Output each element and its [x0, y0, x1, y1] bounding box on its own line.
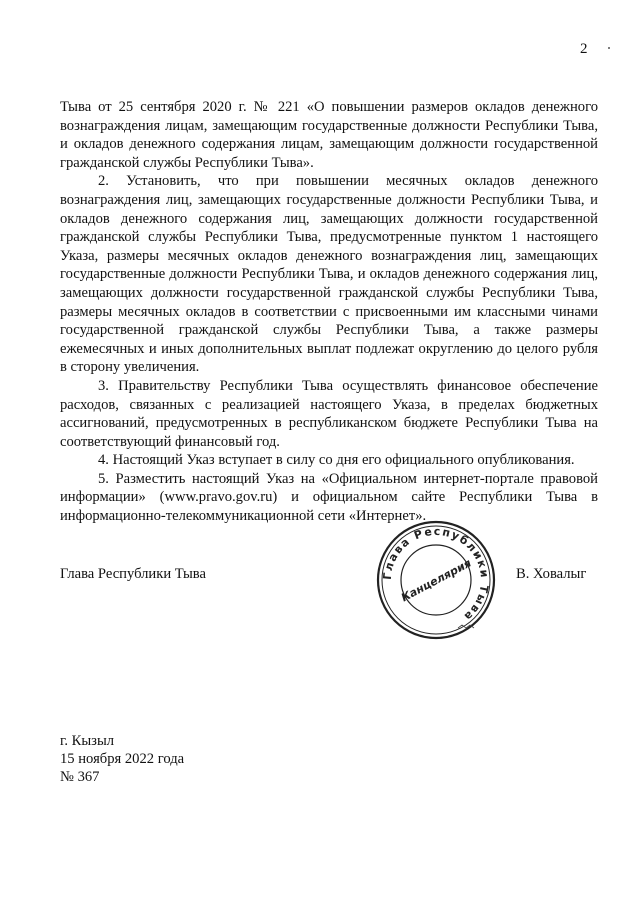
stamp-center-text: Канцелярия [399, 556, 474, 605]
signatory-name: В. Ховалыг [516, 566, 587, 582]
stamp-ring-text: Глава Республики Тыва [380, 524, 492, 625]
paragraph-3: 3. Правительству Республики Тыва осуществлять финансовое обеспечение расходов, связанных с реализацией настоящего Указа, в пределах бюджетных ассигнований, предусмотренных в республиканском бюджете Республики Тыва на соответствующий финансовый год. [60, 377, 598, 450]
footer-number: № 367 [60, 769, 100, 785]
paragraph-4: 4. Настоящий Указ вступает в силу со дня его официального опубликования. [98, 452, 575, 469]
document-footer [60, 732, 184, 786]
decree-body [60, 98, 598, 526]
footer-city: г. Кызыл [60, 733, 115, 749]
paragraph-2: 2. Установить, что при повышении месячных окладов денежного вознаграждения лиц, замещающих государственные должности Республики Тыва, и окладов денежного содержания лиц, замещающих должности государственной гражданской службы Республики Тыва, предусмотренные пунктом 1 настоящего Указа, размеры месячных окладов денежного вознаграждения лиц, замещающих государственные должности Республики Тыва, и окладов денежного содержания лиц, замещающих должности государственной гражданской службы Республики Тыва, размеры месячных окладов в соответствии с присвоенными им классными чинами государственной гражданской службы Республики Тыва, а также размеры ежемесячных и иных дополнительных выплат подлежат округлению до целого рубля в сторону увеличения. [60, 173, 598, 376]
scan-speck [608, 47, 610, 49]
paragraph-1-continuation: Тыва от 25 сентября 2020 г. № 221 «О повышении размеров окладов денежного вознаграждения лицам, замещающим государственные должности Республики Тыва, и окладов денежного содержания лицам, замещающим должности государственной гражданской службы Республики Тыва». [60, 99, 598, 171]
signatory-position: Глава Республики Тыва [60, 566, 206, 582]
page-number: 2 [580, 41, 588, 57]
official-stamp [374, 518, 498, 642]
paragraph-5: 5. Разместить настоящий Указ на «Официальном интернет-портале правовой информации» (www.pravo.gov.ru) и официальном сайте Республики Тыва в информационно-телекоммуникационной сети «Интернет». [60, 470, 598, 525]
footer-date: 15 ноября 2022 года [60, 751, 185, 767]
